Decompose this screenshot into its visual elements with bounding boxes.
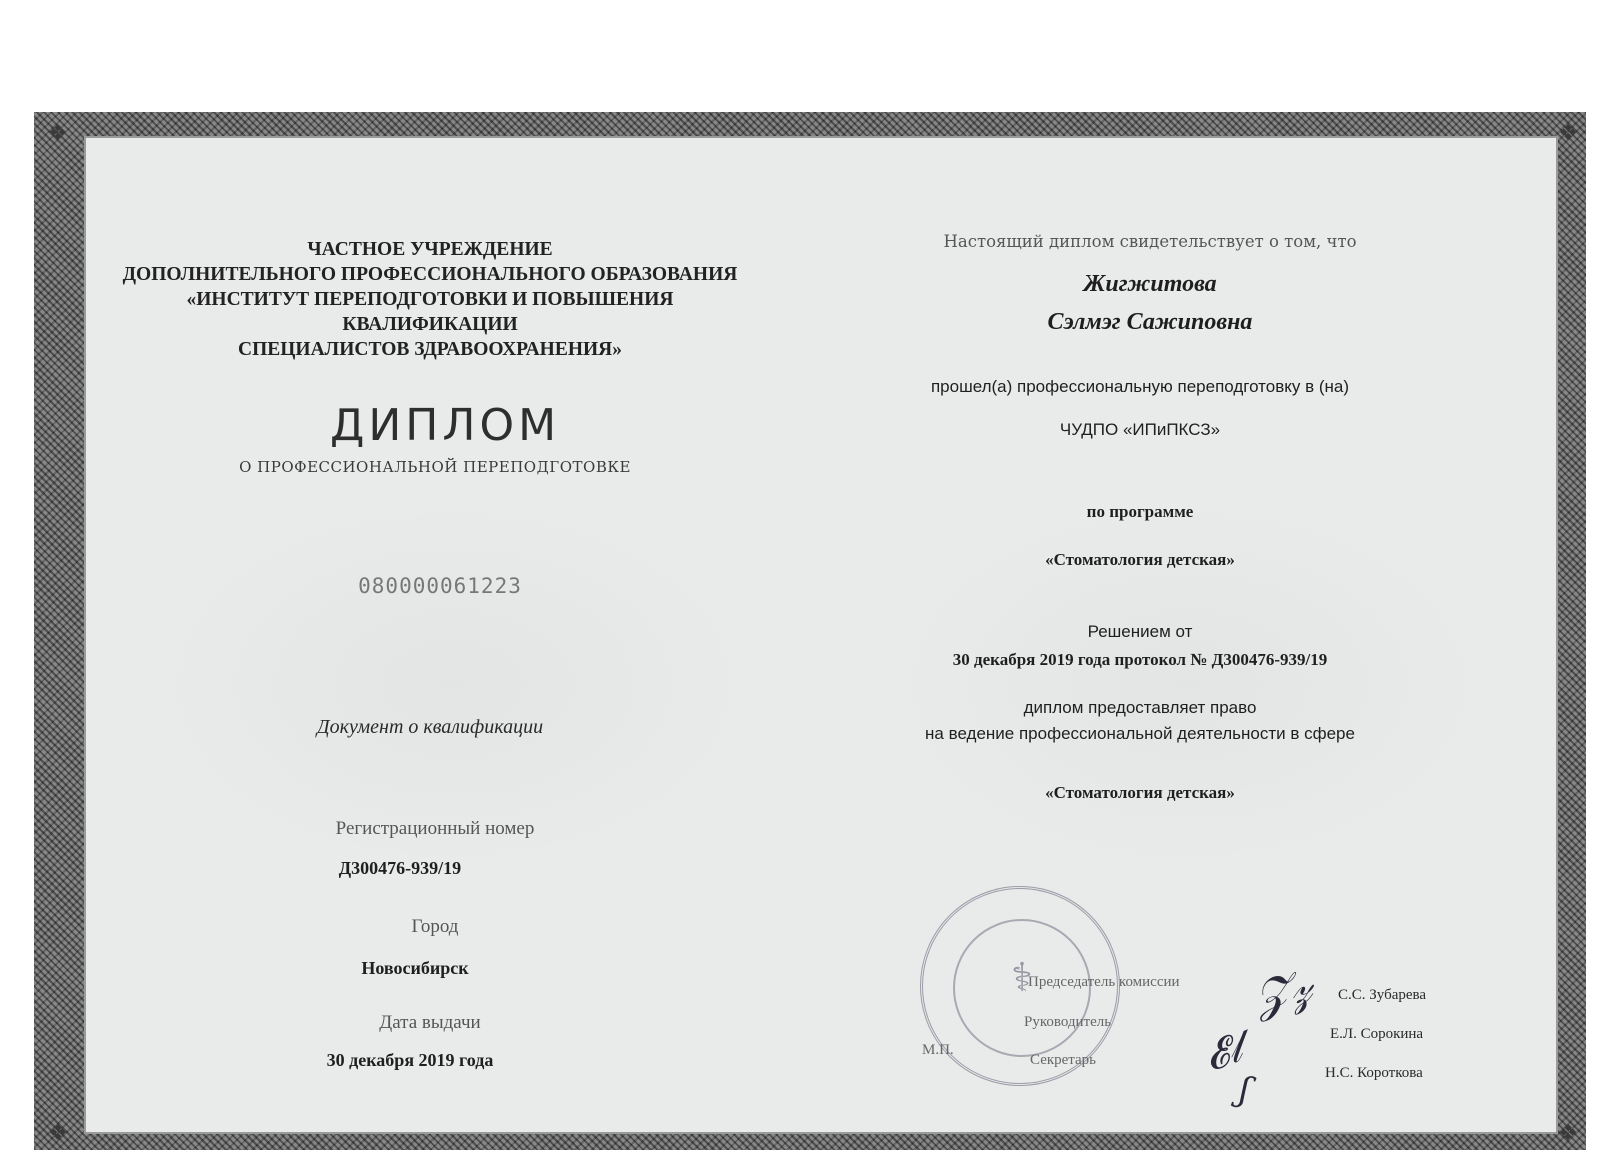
head-signature-icon: 𝓔𝓁 xyxy=(1198,1025,1248,1081)
secretary-signature-icon: ʃ xyxy=(1236,1069,1253,1111)
decision-detail: 30 декабря 2019 года протокол № Д300476-939/19 xyxy=(952,650,1328,669)
program-name: «Стоматология детская» xyxy=(1045,550,1235,569)
program-label: по программе xyxy=(1086,502,1194,521)
institution-line: ЧАСТНОЕ УЧРЕЖДЕНИЕ xyxy=(307,239,553,260)
head-role: Руководитель xyxy=(1024,1014,1112,1030)
chair-name: С.С. Зубарева xyxy=(1338,987,1427,1003)
holder-name xyxy=(950,265,1350,341)
city-label: Город xyxy=(411,916,459,937)
issue-date-label: Дата выдачи xyxy=(379,1012,481,1033)
issue-date-value: 30 декабря 2019 года xyxy=(326,1050,494,1070)
completed-text: прошел(а) профессиональную переподготовку в (на) xyxy=(930,377,1350,396)
org-short-name: ЧУДПО «ИПиПКСЗ» xyxy=(1059,420,1221,439)
certifies-text: Настоящий диплом свидетельствует о том, что xyxy=(943,232,1357,251)
corner-ornament-icon: ❖ xyxy=(48,120,68,145)
chair-signature-icon: 𝒵𝓏 xyxy=(1249,958,1317,1024)
reg-number-value: Д300476-939/19 xyxy=(338,858,462,878)
diploma-subtitle: О ПРОФЕССИОНАЛЬНОЙ ПЕРЕПОДГОТОВКЕ xyxy=(239,458,631,476)
city-value: Новосибирск xyxy=(361,958,469,978)
document-type: Документ о квалификации xyxy=(316,716,544,738)
sphere-name: «Стоматология детская» xyxy=(1045,783,1235,802)
institution-line: ДОПОЛНИТЕЛЬНОГО ПРОФЕССИОНАЛЬНОГО ОБРАЗОВАНИЯ xyxy=(122,264,738,285)
stamp-place-mark: М.П. xyxy=(922,1042,954,1058)
corner-ornament-icon: ❖ xyxy=(48,1120,68,1145)
corner-ornament-icon: ❖ xyxy=(1558,120,1578,145)
chair-role: Председатель комиссии xyxy=(1028,974,1180,990)
institution-line: КВАЛИФИКАЦИИ xyxy=(342,314,518,335)
blank-serial-number: 080000061223 xyxy=(358,574,522,598)
holder-given-names: Сэлмэг Сажиповна xyxy=(1047,309,1253,335)
secretary-name: Н.С. Короткова xyxy=(1325,1065,1423,1081)
holder-surname: Жигжитова xyxy=(1083,271,1217,297)
decision-label: Решением от xyxy=(1087,622,1193,641)
institution-line: «ИНСТИТУТ ПЕРЕПОДГОТОВКИ И ПОВЫШЕНИЯ xyxy=(186,289,674,310)
diploma-title: ДИПЛОМ xyxy=(330,400,561,451)
corner-ornament-icon: ❖ xyxy=(1558,1120,1578,1145)
institution-line: СПЕЦИАЛИСТОВ ЗДРАВООХРАНЕНИЯ» xyxy=(237,339,622,360)
secretary-role: Секретарь xyxy=(1030,1052,1097,1068)
reg-number-label: Регистрационный номер xyxy=(335,818,535,839)
right-granted-line1: диплом предоставляет право xyxy=(1023,698,1257,717)
institution-name xyxy=(100,237,760,362)
head-name: Е.Л. Сорокина xyxy=(1330,1026,1424,1042)
caduceus-icon: ⚕ xyxy=(1011,955,1033,1001)
right-granted-line2: на ведение профессиональной деятельности в сфере xyxy=(925,724,1355,743)
